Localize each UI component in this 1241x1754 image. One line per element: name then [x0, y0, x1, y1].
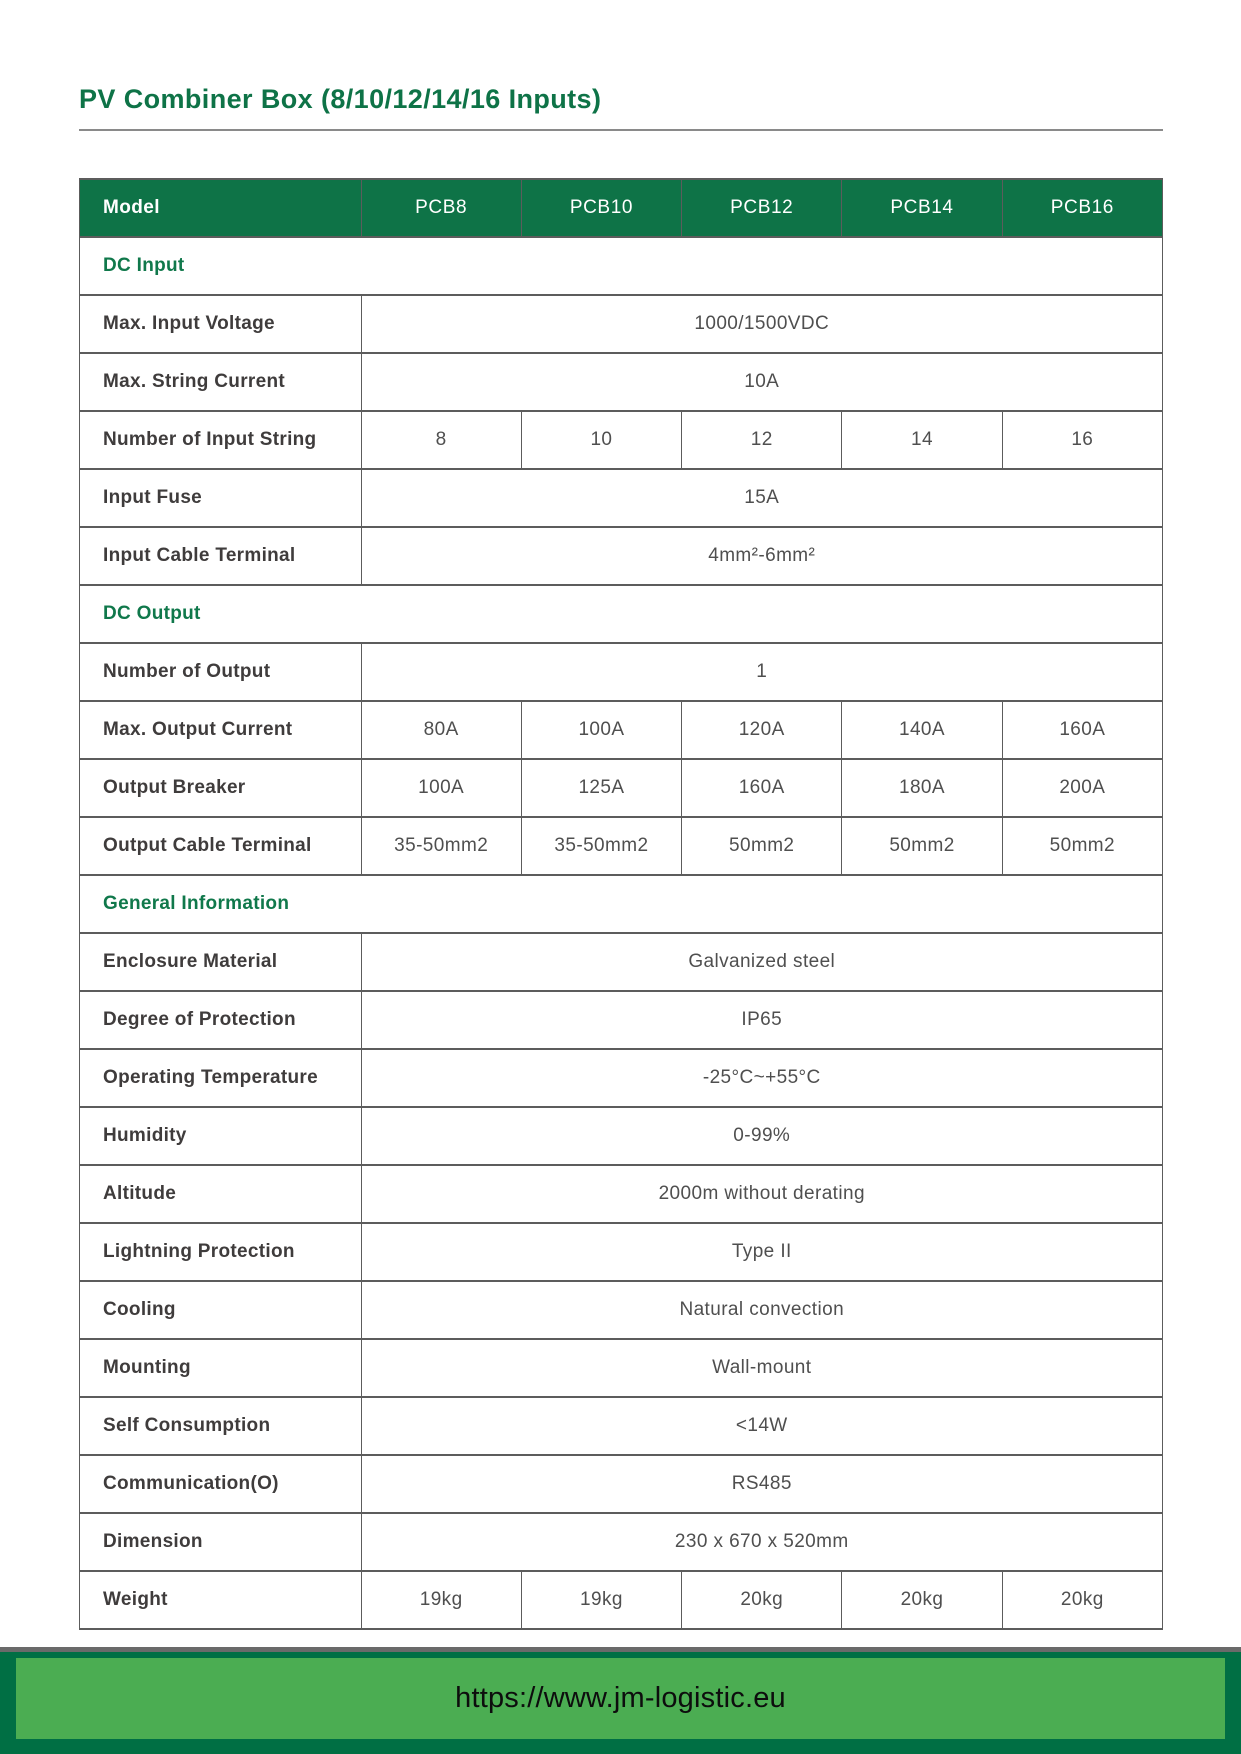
- footer-url-link[interactable]: https://www.jm-logistic.eu: [455, 1682, 786, 1714]
- row-value: 20kg: [1002, 1571, 1162, 1629]
- row-value: 8: [361, 411, 521, 469]
- row-label: Max. String Current: [80, 353, 362, 411]
- header-model-pcb14: PCB14: [842, 179, 1002, 237]
- row-label: Dimension: [80, 1513, 362, 1571]
- row-label: Altitude: [80, 1165, 362, 1223]
- section-row-dc-input: [80, 237, 1163, 295]
- row-value: 160A: [1002, 701, 1162, 759]
- table-row: [80, 1107, 1163, 1165]
- row-value: 100A: [361, 759, 521, 817]
- table-row: [80, 1165, 1163, 1223]
- page-content: [79, 84, 1163, 1630]
- row-label: Lightning Protection: [80, 1223, 362, 1281]
- row-label: Output Breaker: [80, 759, 362, 817]
- section-label: General Information: [80, 875, 1163, 933]
- row-value: Galvanized steel: [361, 933, 1162, 991]
- row-value: 2000m without derating: [361, 1165, 1162, 1223]
- row-value: 140A: [842, 701, 1002, 759]
- row-value: RS485: [361, 1455, 1162, 1513]
- row-value: 160A: [682, 759, 842, 817]
- table-row: [80, 1281, 1163, 1339]
- row-label: Communication(O): [80, 1455, 362, 1513]
- table-row: [80, 1571, 1163, 1629]
- header-model-pcb12: PCB12: [682, 179, 842, 237]
- row-label: Degree of Protection: [80, 991, 362, 1049]
- row-value: 20kg: [682, 1571, 842, 1629]
- table-row: [80, 295, 1163, 353]
- header-model-pcb8: PCB8: [361, 179, 521, 237]
- row-label: Input Cable Terminal: [80, 527, 362, 585]
- row-value: 80A: [361, 701, 521, 759]
- row-label: Humidity: [80, 1107, 362, 1165]
- row-label: Output Cable Terminal: [80, 817, 362, 875]
- footer-green-band: [0, 1652, 1241, 1754]
- table-row: [80, 527, 1163, 585]
- table-row: [80, 1397, 1163, 1455]
- row-value: Wall-mount: [361, 1339, 1162, 1397]
- row-value: IP65: [361, 991, 1162, 1049]
- table-row: [80, 1455, 1163, 1513]
- table-row: [80, 411, 1163, 469]
- row-value: 16: [1002, 411, 1162, 469]
- row-value: 12: [682, 411, 842, 469]
- row-label: Input Fuse: [80, 469, 362, 527]
- row-value: 100A: [521, 701, 681, 759]
- table-row: [80, 701, 1163, 759]
- row-value: -25°C~+55°C: [361, 1049, 1162, 1107]
- row-value: 20kg: [842, 1571, 1002, 1629]
- row-label: Number of Output: [80, 643, 362, 701]
- row-label: Self Consumption: [80, 1397, 362, 1455]
- row-label: Max. Input Voltage: [80, 295, 362, 353]
- table-row: [80, 1513, 1163, 1571]
- section-row-general-information: [80, 875, 1163, 933]
- page-title: PV Combiner Box (8/10/12/14/16 Inputs): [79, 84, 602, 114]
- row-value: Natural convection: [361, 1281, 1162, 1339]
- row-value: 0-99%: [361, 1107, 1162, 1165]
- header-model-label: Model: [80, 179, 362, 237]
- footer-bar: [0, 1647, 1241, 1754]
- row-value: <14W: [361, 1397, 1162, 1455]
- section-label: DC Input: [80, 237, 1163, 295]
- row-label: Enclosure Material: [80, 933, 362, 991]
- row-label: Cooling: [80, 1281, 362, 1339]
- row-value: 10: [521, 411, 681, 469]
- header-model-pcb16: PCB16: [1002, 179, 1162, 237]
- table-row: [80, 469, 1163, 527]
- spec-table: [79, 178, 1163, 1630]
- table-row: [80, 817, 1163, 875]
- row-value: 50mm2: [1002, 817, 1162, 875]
- row-value: Type II: [361, 1223, 1162, 1281]
- footer-url-panel: [16, 1658, 1225, 1739]
- table-header-row: [80, 179, 1163, 237]
- row-value: 4mm²-6mm²: [361, 527, 1162, 585]
- row-value: 120A: [682, 701, 842, 759]
- row-value: 35-50mm2: [521, 817, 681, 875]
- header-model-pcb10: PCB10: [521, 179, 681, 237]
- row-value: 50mm2: [842, 817, 1002, 875]
- row-value: 19kg: [521, 1571, 681, 1629]
- section-label: DC Output: [80, 585, 1163, 643]
- row-label: Max. Output Current: [80, 701, 362, 759]
- row-value: 15A: [361, 469, 1162, 527]
- row-value: 1000/1500VDC: [361, 295, 1162, 353]
- row-value: 180A: [842, 759, 1002, 817]
- row-label: Weight: [80, 1571, 362, 1629]
- row-label: Number of Input String: [80, 411, 362, 469]
- table-row: [80, 1223, 1163, 1281]
- title-divider: [79, 129, 1163, 131]
- row-value: 125A: [521, 759, 681, 817]
- row-label: Mounting: [80, 1339, 362, 1397]
- row-value: 35-50mm2: [361, 817, 521, 875]
- row-value: 14: [842, 411, 1002, 469]
- table-row: [80, 933, 1163, 991]
- table-row: [80, 643, 1163, 701]
- table-row: [80, 1049, 1163, 1107]
- row-label: Operating Temperature: [80, 1049, 362, 1107]
- table-row: [80, 1339, 1163, 1397]
- row-value: 230 x 670 x 520mm: [361, 1513, 1162, 1571]
- table-row: [80, 991, 1163, 1049]
- row-value: 50mm2: [682, 817, 842, 875]
- table-row: [80, 759, 1163, 817]
- table-row: [80, 353, 1163, 411]
- row-value: 1: [361, 643, 1162, 701]
- row-value: 10A: [361, 353, 1162, 411]
- row-value: 200A: [1002, 759, 1162, 817]
- row-value: 19kg: [361, 1571, 521, 1629]
- section-row-dc-output: [80, 585, 1163, 643]
